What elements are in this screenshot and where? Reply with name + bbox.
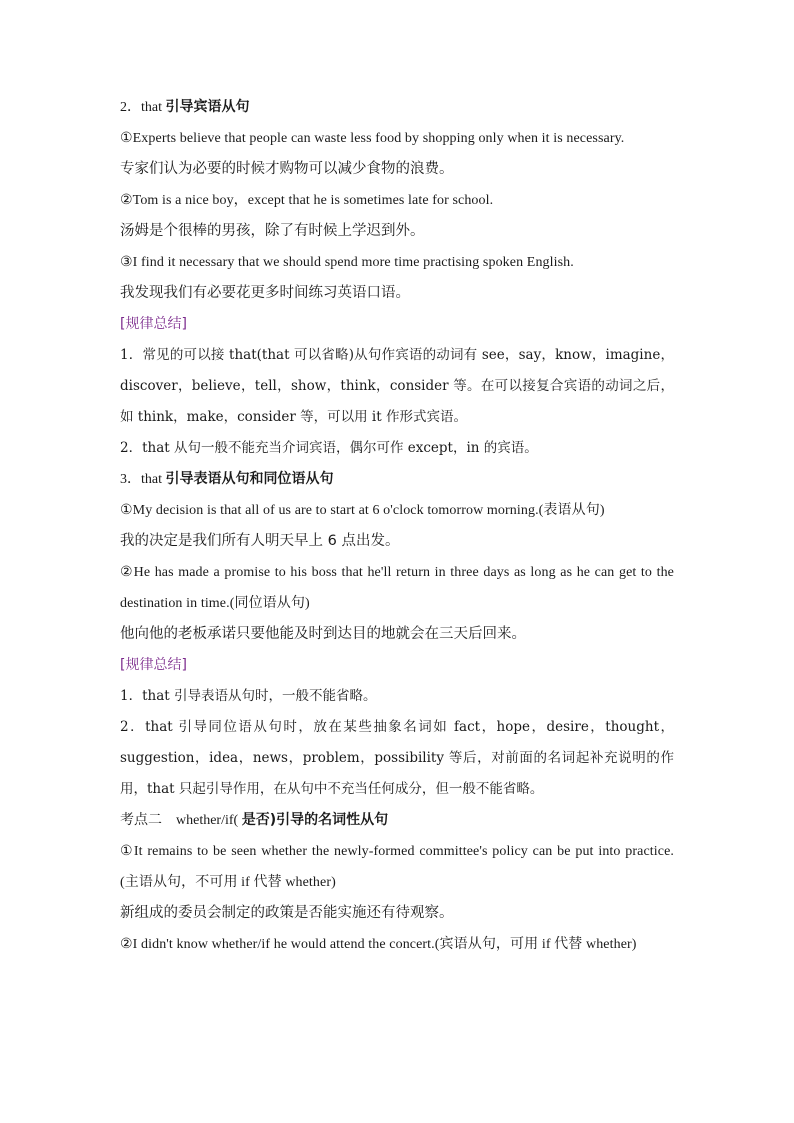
rule-text: 2．that 引导同位语从句时，放在某些抽象名词如 fact，hope，desire，thought，suggestion，idea，news，problem，possibility 等后，对前面的名词起补充说明的作用，that 只起引导作用，在从句中不充当任何成分，但一般不能省略。	[120, 719, 674, 797]
example-translation: 我发现我们有必要花更多时间练习英语口语。	[120, 285, 410, 301]
example-translation: 新组成的委员会制定的政策是否能实施还有待观察。	[120, 905, 454, 921]
summary-label: [规律总结]	[120, 657, 187, 673]
rule-text: 2．that 从句一般不能充当介词宾语，偶尔可作 except，in 的宾语。	[120, 440, 538, 456]
example-translation: 汤姆是个很棒的男孩，除了有时候上学迟到外。	[120, 223, 425, 239]
example-translation: 专家们认为必要的时候才购物可以减少食物的浪费。	[120, 161, 454, 177]
document-content	[120, 92, 674, 960]
example-english: ③I find it necessary that we should spend more time practising spoken English.	[120, 255, 574, 270]
example-english: ①It remains to be seen whether the newly-formed committee's policy can be put into practice.(主语从句，不可用 if 代替 whether)	[120, 844, 674, 890]
rule-text: 1．that 引导表语从句时，一般不能省略。	[120, 688, 377, 704]
example-english: ①My decision is that all of us are to start at 6 o'clock tomorrow morning.(表语从句)	[120, 503, 605, 518]
example-english: ①Experts believe that people can waste less food by shopping only when it is necessary.	[120, 131, 625, 146]
section-heading: 3．that 引导表语从句和同位语从句	[120, 471, 334, 487]
example-english: ②He has made a promise to his boss that he'll return in three days as long as he can get to the destination in time.(同位语从句)	[120, 565, 674, 611]
section-heading: 2．that 引导宾语从句	[120, 99, 250, 115]
example-english: ②I didn't know whether/if he would attend the concert.(宾语从句，可用 if 代替 whether)	[120, 937, 637, 952]
example-english: ②Tom is a nice boy，except that he is sometimes late for school.	[120, 193, 494, 208]
rule-text: 1．常见的可以接 that(that 可以省略)从句作宾语的动词有 see，say，know，imagine，discover，believe，tell，show，think，consider 等。在可以接复合宾语的动词之后，如 think，make，consider 等，可以用 it 作形式宾语。	[120, 347, 674, 425]
example-translation: 我的决定是我们所有人明天早上 6 点出发。	[120, 533, 400, 549]
summary-label: [规律总结]	[120, 316, 187, 332]
section-heading: 考点二 whether/if( 是否)引导的名词性从句	[120, 812, 389, 828]
example-translation: 他向他的老板承诺只要他能及时到达目的地就会在三天后回来。	[120, 626, 526, 642]
